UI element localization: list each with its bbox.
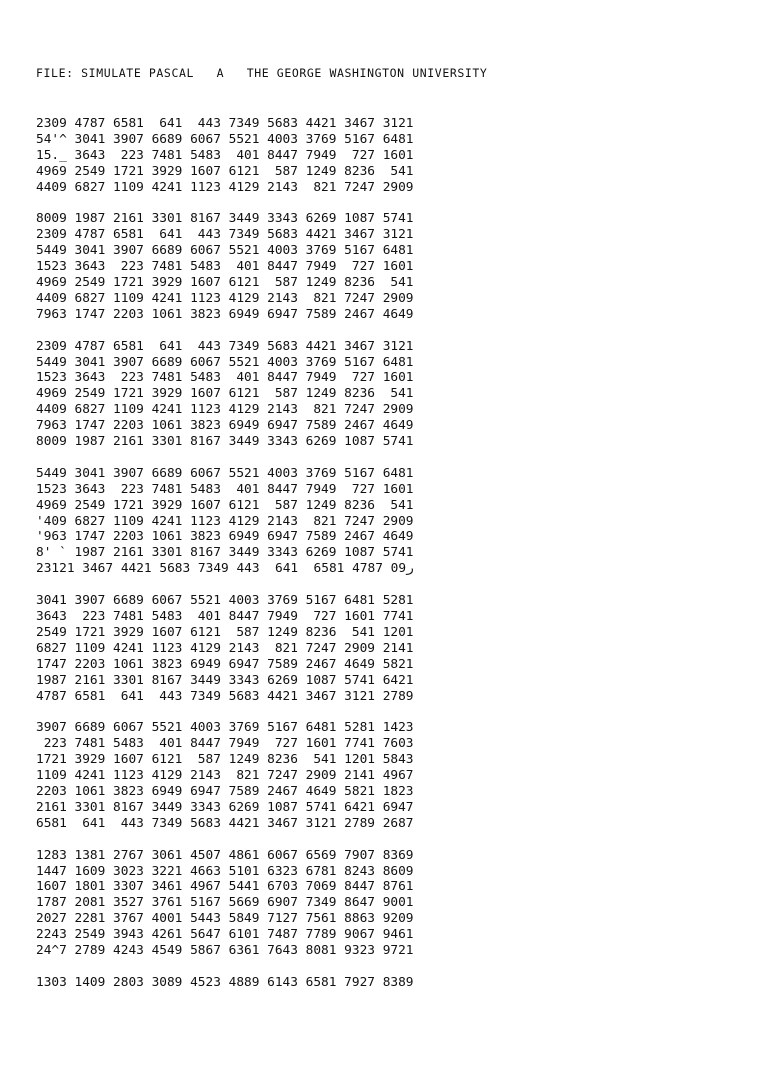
number-row: 6581 641 443 7349 5683 4421 3467 3121 2789 2687 bbox=[36, 815, 414, 831]
number-row: 2027 2281 3767 4001 5443 5849 7127 7561 8863 9209 bbox=[36, 911, 414, 927]
number-row: 1721 3929 1607 6121 587 1249 8236 541 1201 5843 bbox=[36, 752, 414, 768]
number-row: 3907 6689 6067 5521 4003 3769 5167 6481 5281 1423 bbox=[36, 720, 414, 736]
file-header bbox=[36, 66, 487, 80]
number-row: 2309 4787 6581 641 443 7349 5683 4421 3467 3121 bbox=[36, 227, 414, 243]
number-row: 4409 6827 1109 4241 1123 4129 2143 821 7247 2909 bbox=[36, 290, 414, 306]
number-row: 2243 2549 3943 4261 5647 6101 7487 7789 9067 9461 bbox=[36, 927, 414, 943]
number-row: 2161 3301 8167 3449 3343 6269 1087 5741 6421 6947 bbox=[36, 799, 414, 815]
number-row: 1447 1609 3023 3221 4663 5101 6323 6781 8243 8609 bbox=[36, 863, 414, 879]
number-row: 5449 3041 3907 6689 6067 5521 4003 3769 5167 6481 bbox=[36, 354, 414, 370]
number-row: 7963 1747 2203 1061 3823 6949 6947 7589 2467 4649 bbox=[36, 418, 414, 434]
number-row: 8009 1987 2161 3301 8167 3449 3343 6269 1087 5741 bbox=[36, 434, 414, 450]
number-row: 4409 6827 1109 4241 1123 4129 2143 821 7247 2909 bbox=[36, 179, 414, 195]
number-row: 1523 3643 223 7481 5483 401 8447 7949 727 1601 bbox=[36, 481, 414, 497]
number-row: 1987 2161 3301 8167 3449 3343 6269 1087 5741 6421 bbox=[36, 672, 414, 688]
number-row: 1523 3643 223 7481 5483 401 8447 7949 727 1601 bbox=[36, 370, 414, 386]
file-mode: A bbox=[216, 66, 225, 80]
number-row: 2309 4787 6581 641 443 7349 5683 4421 3467 3121 bbox=[36, 338, 414, 354]
number-row: '409 6827 1109 4241 1123 4129 2143 821 7247 2909 bbox=[36, 513, 414, 529]
number-row: 1787 2081 3527 3761 5167 5669 6907 7349 8647 9001 bbox=[36, 895, 414, 911]
number-row: 6827 1109 4241 1123 4129 2143 821 7247 2909 2141 bbox=[36, 640, 414, 656]
number-row: 4969 2549 1721 3929 1607 6121 587 1249 8236 541 bbox=[36, 386, 414, 402]
file-name: SIMULATE PASCAL bbox=[81, 66, 195, 80]
number-row: 2549 1721 3929 1607 6121 587 1249 8236 541 1201 bbox=[36, 624, 414, 640]
number-row: 2ر09 4787 6581 641 443 7349 5683 4421 3467 3121 bbox=[36, 561, 414, 577]
number-block bbox=[36, 211, 414, 322]
number-row: 8' ` 1987 2161 3301 8167 3449 3343 6269 1087 5741 bbox=[36, 545, 414, 561]
number-block bbox=[36, 720, 414, 831]
number-row: 54'^ 3041 3907 6689 6067 5521 4003 3769 5167 6481 bbox=[36, 131, 414, 147]
number-row: 8009 1987 2161 3301 8167 3449 3343 6269 1087 5741 bbox=[36, 211, 414, 227]
number-row: 4969 2549 1721 3929 1607 6121 587 1249 8236 541 bbox=[36, 497, 414, 513]
number-block bbox=[36, 339, 414, 450]
number-row: 24^7 2789 4243 4549 5867 6361 7643 8081 9323 9721 bbox=[36, 942, 414, 958]
number-block bbox=[36, 848, 414, 959]
number-row: 1523 3643 223 7481 5483 401 8447 7949 727 1601 bbox=[36, 259, 414, 275]
number-row: 4787 6581 641 443 7349 5683 4421 3467 3121 2789 bbox=[36, 688, 414, 704]
number-row: 5449 3041 3907 6689 6067 5521 4003 3769 5167 6481 bbox=[36, 243, 414, 259]
number-row: 2203 1061 3823 6949 6947 7589 2467 4649 5821 1823 bbox=[36, 783, 414, 799]
number-row: 7963 1747 2203 1061 3823 6949 6947 7589 2467 4649 bbox=[36, 306, 414, 322]
number-row: 4969 2549 1721 3929 1607 6121 587 1249 8236 541 bbox=[36, 163, 414, 179]
number-row: 1607 1801 3307 3461 4967 5441 6703 7069 8447 8761 bbox=[36, 879, 414, 895]
institution-name: THE GEORGE WASHINGTON UNIVERSITY bbox=[246, 66, 488, 80]
number-row: 5449 3041 3907 6689 6067 5521 4003 3769 5167 6481 bbox=[36, 465, 414, 481]
number-row: '963 1747 2203 1061 3823 6949 6947 7589 2467 4649 bbox=[36, 529, 414, 545]
number-block bbox=[36, 466, 414, 577]
number-row: 15._ 3643 223 7481 5483 401 8447 7949 727 1601 bbox=[36, 147, 414, 163]
number-row: 1303 1409 2803 3089 4523 4889 6143 6581 7927 8389 bbox=[36, 974, 414, 990]
number-row: 1747 2203 1061 3823 6949 6947 7589 2467 4649 5821 bbox=[36, 656, 414, 672]
number-block bbox=[36, 975, 414, 991]
number-row: 223 7481 5483 401 8447 7949 727 1601 7741 7603 bbox=[36, 736, 414, 752]
number-table bbox=[36, 116, 414, 1007]
number-row: 4969 2549 1721 3929 1607 6121 587 1249 8236 541 bbox=[36, 275, 414, 291]
number-row: 2309 4787 6581 641 443 7349 5683 4421 3467 3121 bbox=[36, 116, 414, 131]
number-row: 1109 4241 1123 4129 2143 821 7247 2909 2141 4967 bbox=[36, 768, 414, 784]
number-block bbox=[36, 116, 414, 195]
number-row: 3643 223 7481 5483 401 8447 7949 727 1601 7741 bbox=[36, 609, 414, 625]
file-label: FILE: bbox=[36, 66, 74, 80]
number-block bbox=[36, 593, 414, 704]
number-row: 4409 6827 1109 4241 1123 4129 2143 821 7247 2909 bbox=[36, 402, 414, 418]
number-row: 1283 1381 2767 3061 4507 4861 6067 6569 7907 8369 bbox=[36, 847, 414, 863]
number-row: 3041 3907 6689 6067 5521 4003 3769 5167 6481 5281 bbox=[36, 593, 414, 609]
